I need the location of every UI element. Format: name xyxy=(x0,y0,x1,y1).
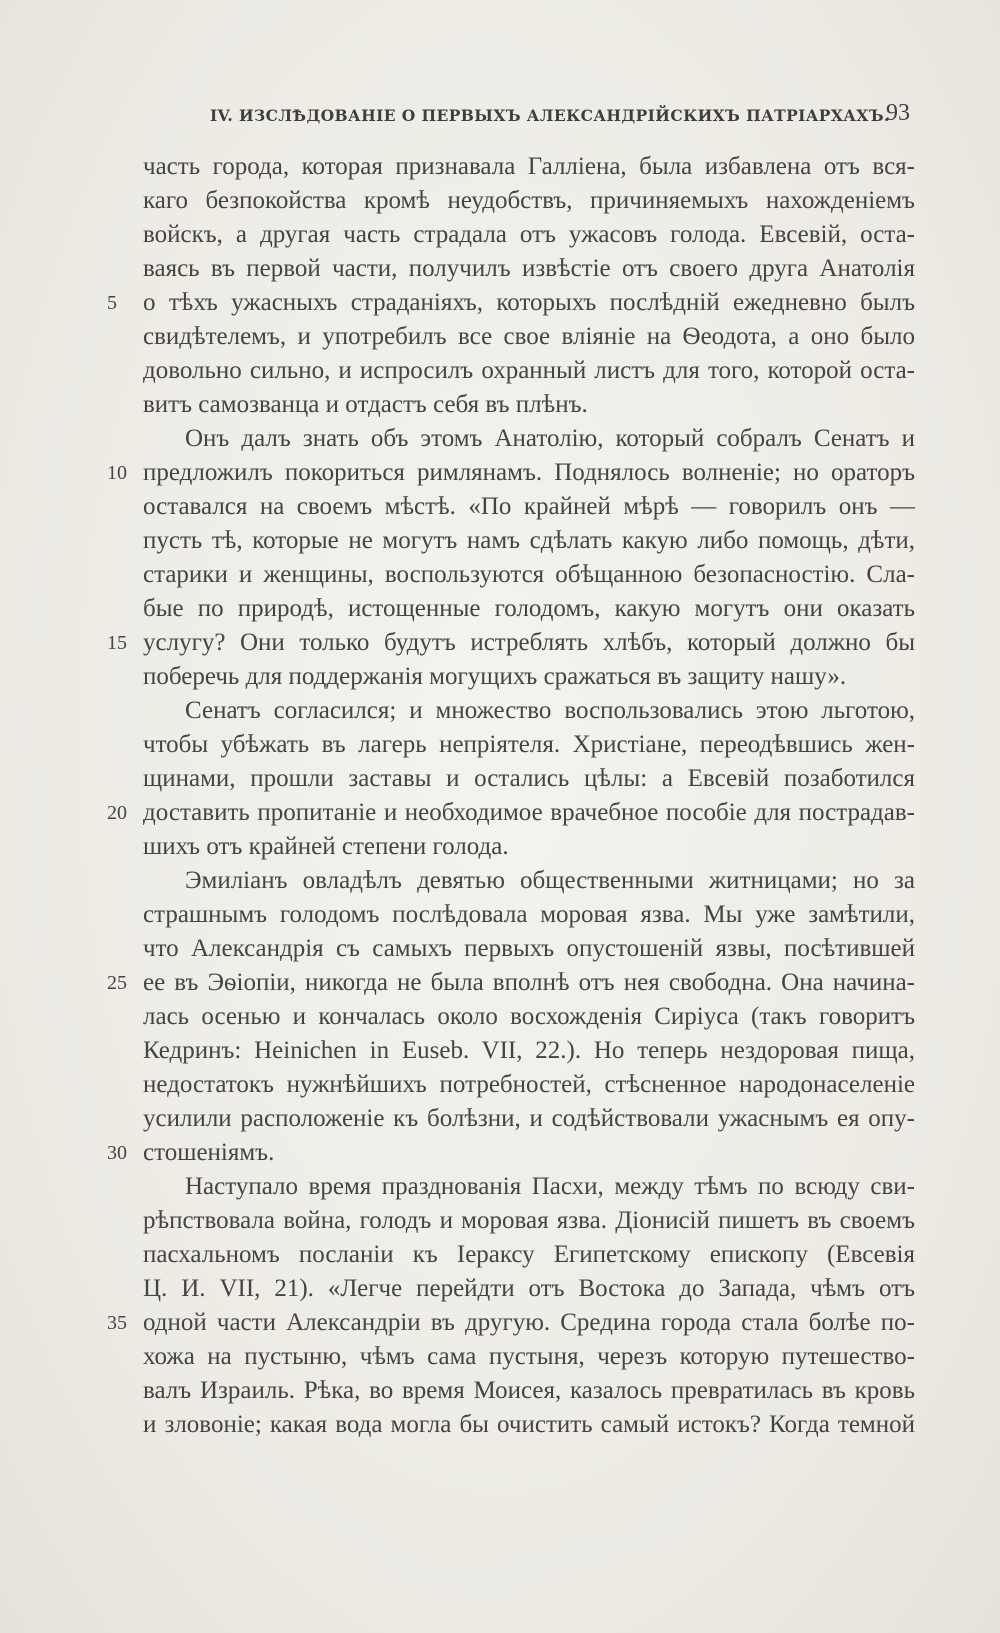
text-line: Ц. И. VII, 21). «Легче перейдти отъ Востока до Запада, чѣмъ отъ xyxy=(143,1275,915,1302)
text-line: поберечь для поддержанія могущихъ сражаться въ защиту нашу». xyxy=(143,663,847,690)
text-line: усилили расположеніе къ болѣзни, и содѣйствовали ужаснымъ ея опу- xyxy=(143,1105,915,1132)
text-line: валъ Израиль. Рѣка, во время Моисея, казалось превратилась въ кровь xyxy=(143,1377,915,1404)
running-header xyxy=(210,96,910,136)
chapter-title: IV. ИЗСЛѢДОВАНIЕ О ПЕРВЫХЪ АЛЕКСАНДРIЙСКИХЪ ПАТРIАРХАХЪ. xyxy=(210,106,890,125)
line-number: 15 xyxy=(107,632,127,654)
text-line: бые по природѣ, истощенные голодомъ, какую могутъ они оказать xyxy=(143,595,915,622)
text-line: лась осенью и кончалась около восхожденія Сиріуса (такъ говоритъ xyxy=(143,1003,915,1030)
text-line: Онъ далъ знать объ этомъ Анатолію, который собралъ Сенатъ и xyxy=(185,425,915,452)
text-line: услугу? Они только будутъ истреблять хлѣбъ, который должно бы xyxy=(143,629,915,656)
text-line: витъ самозванца и отдастъ себя въ плѣнъ. xyxy=(143,391,588,418)
text-line: довольно сильно, и испросилъ охранный листъ для того, которой оста- xyxy=(143,357,915,384)
text-line: страшнымъ голодомъ послѣдовала моровая язва. Мы уже замѣтили, xyxy=(143,901,915,928)
line-number: 30 xyxy=(107,1142,127,1164)
text-line: щинами, прошли заставы и остались цѣлы: а Евсевій позаботился xyxy=(143,765,915,792)
text-line: Кедринъ: Heinichen in Euseb. VII, 22.). Но теперь нездоровая пища, xyxy=(143,1037,915,1064)
line-number: 5 xyxy=(107,292,117,314)
text-line: каго безпокойства кромѣ неудобствъ, причиняемыхъ нахожденіемъ xyxy=(143,187,915,214)
text-line: предложилъ покориться римлянамъ. Поднялось волненіе; но ораторъ xyxy=(143,459,915,486)
text-line: доставить пропитаніе и необходимое врачебное пособіе для пострадав- xyxy=(143,799,915,826)
text-line: Эмиліанъ овладѣлъ девятью общественными житницами; но за xyxy=(185,867,915,894)
line-number: 25 xyxy=(107,972,127,994)
text-line: рѣпствовала война, голодъ и моровая язва. Діонисій пишетъ въ своемъ xyxy=(143,1207,915,1234)
text-line: чтобы убѣжать въ лагерь непріятеля. Христіане, переодѣвшись жен- xyxy=(143,731,915,758)
text-line: что Александрія съ самыхъ первыхъ опустошеній язвы, посѣтившей xyxy=(143,935,915,962)
text-line: Сенатъ согласился; и множество воспользовались этою льготою, xyxy=(185,697,915,724)
line-number: 20 xyxy=(107,802,127,824)
text-line: стошеніямъ. xyxy=(143,1139,275,1166)
text-line: шихъ отъ крайней степени голода. xyxy=(143,833,509,860)
page-number: 93 xyxy=(886,100,910,126)
text-line: оставался на своемъ мѣстѣ. «По крайней мѣрѣ — говорилъ онъ — xyxy=(143,493,915,520)
text-line: старики и женщины, воспользуются обѣщанною безопасностію. Сла- xyxy=(143,561,915,588)
text-line: пасхальномъ посланіи къ Іераксу Египетскому епископу (Евсевія xyxy=(143,1241,915,1268)
text-line: недостатокъ нужнѣйшихъ потребностей, стѣсненное народонаселеніе xyxy=(143,1071,915,1098)
text-line: часть города, которая признавала Галліена, была избавлена отъ вся- xyxy=(143,153,915,180)
text-line: ваясь въ первой части, получилъ извѣстіе отъ своего друга Анатолія xyxy=(143,255,915,282)
text-line: хожа на пустыню, чѣмъ сама пустыня, черезъ которую путешество- xyxy=(143,1343,915,1370)
line-number: 10 xyxy=(107,462,127,484)
text-line: одной части Александріи въ другую. Средина города стала болѣе по- xyxy=(143,1309,915,1336)
text-line: свидѣтелемъ, и употребилъ все свое вліяніе на Ѳеодота, а оно было xyxy=(143,323,915,350)
line-number: 35 xyxy=(107,1312,127,1334)
text-line: ее въ Эѳіопіи, никогда не была вполнѣ отъ нея свободна. Она начина- xyxy=(143,969,915,996)
text-line: пусть тѣ, которые не могутъ намъ сдѣлать какую либо помощь, дѣти, xyxy=(143,527,915,554)
text-line: Наступало время празднованія Пасхи, между тѣмъ по всюду сви- xyxy=(185,1173,915,1200)
text-line: войскъ, а другая часть страдала отъ ужасовъ голода. Евсевій, оста- xyxy=(143,221,915,248)
text-line: о тѣхъ ужасныхъ страданіяхъ, которыхъ послѣдній ежедневно былъ xyxy=(143,289,915,316)
text-line: и зловоніе; какая вода могла бы очистить самый истокъ? Когда темной xyxy=(143,1411,915,1438)
